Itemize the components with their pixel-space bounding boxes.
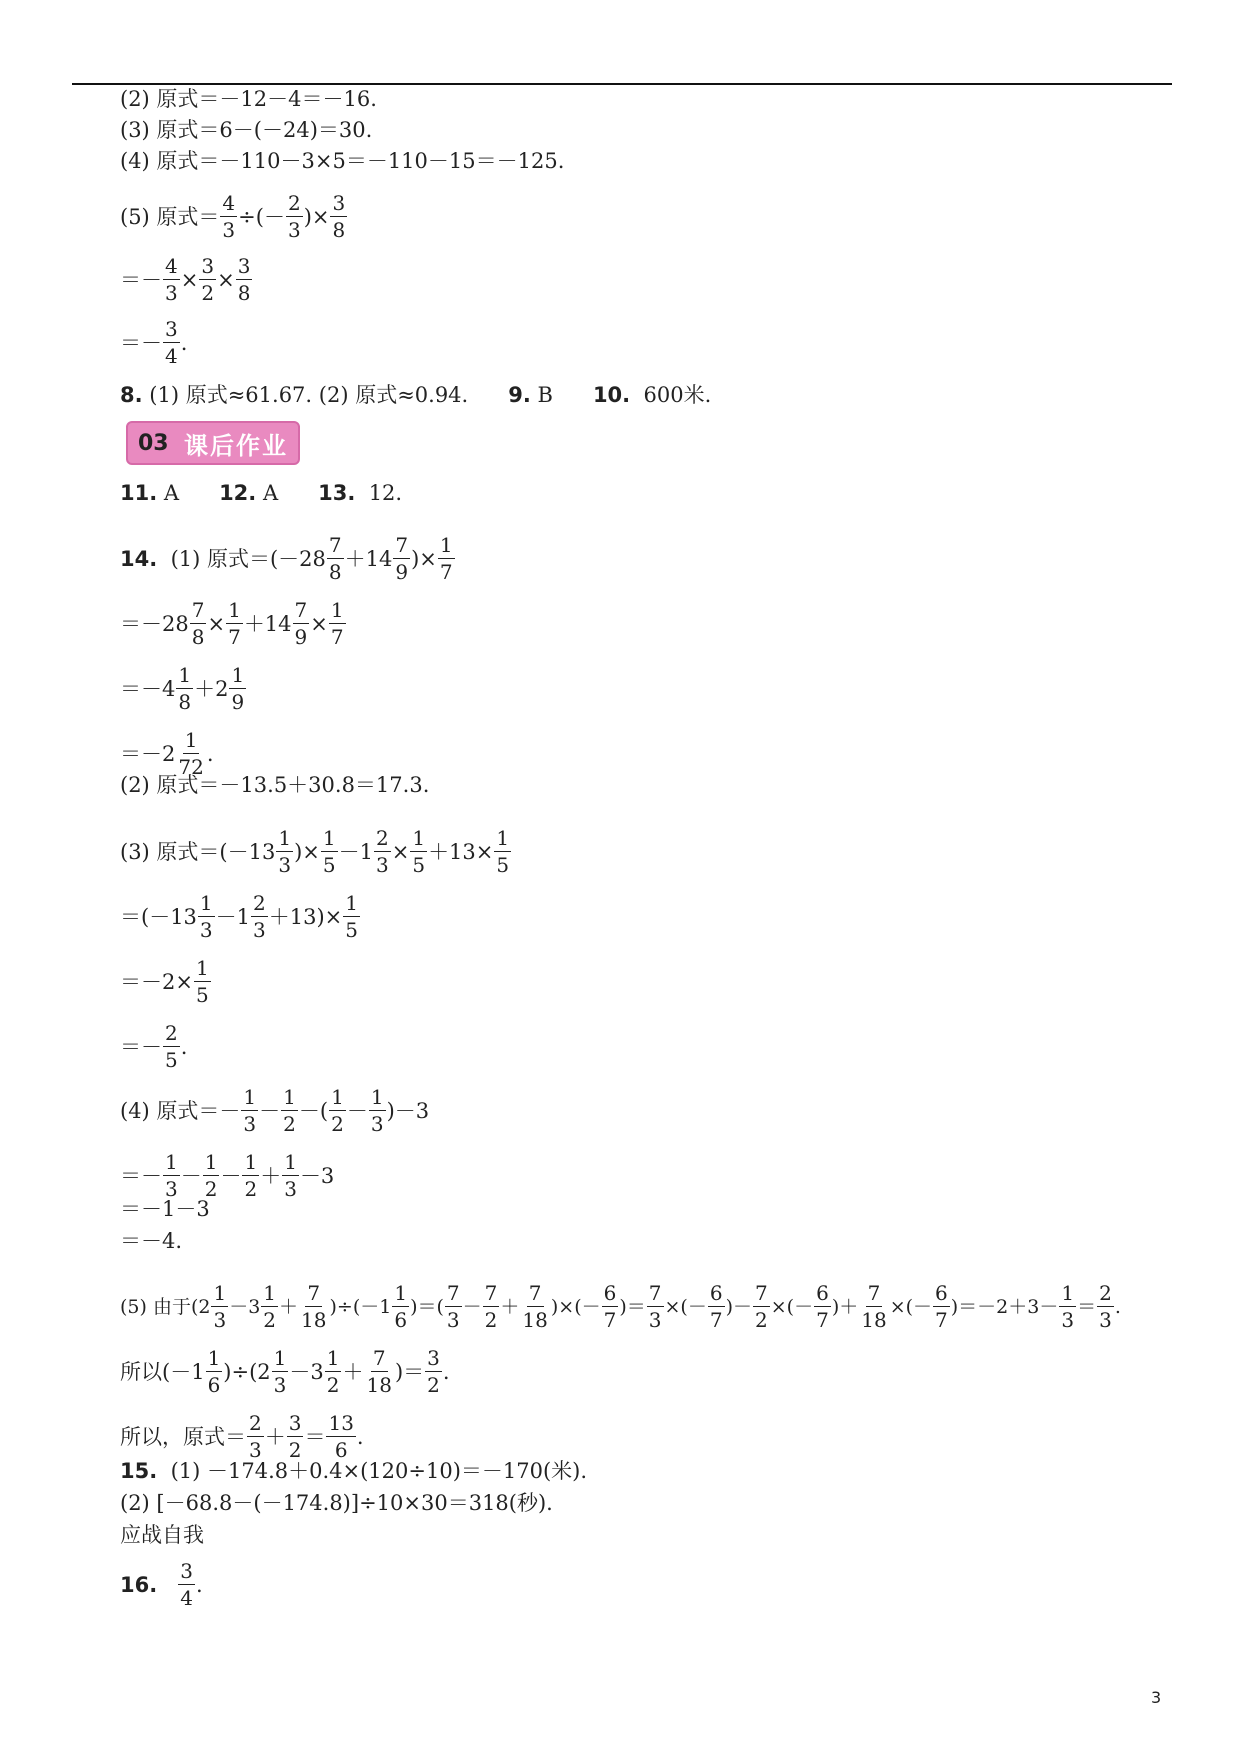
fraction: 4 3 <box>222 191 236 242</box>
section-badge <box>126 421 300 465</box>
q14-1b: ＝－28 7 8 × 1 7 ＋14 7 9 × 1 7 <box>120 598 344 649</box>
text: A <box>163 481 180 505</box>
fraction: 1 3 <box>370 1085 384 1136</box>
fraction: 1 2 <box>283 1085 296 1136</box>
fraction: 6 7 <box>816 1281 829 1332</box>
fraction: 1 2 <box>204 1150 218 1201</box>
fraction: 1 2 <box>244 1150 258 1201</box>
q14-1c: ＝－4 1 8 ＋2 1 9 <box>120 663 245 714</box>
fraction: 1 3 <box>284 1150 297 1201</box>
fraction: 4 3 <box>165 254 178 305</box>
text: 所以(－1 <box>120 1359 205 1384</box>
fraction: 1 2 <box>326 1346 340 1397</box>
line-2 <box>120 86 377 112</box>
q14-3c: ＝－2× 1 5 <box>120 956 209 1007</box>
fraction: 1 6 <box>394 1281 408 1332</box>
page-number: 3 <box>1151 1688 1162 1707</box>
q14-1d: ＝－2 1 72 . <box>120 728 214 779</box>
header-rule <box>72 83 1172 85</box>
fraction: 6 7 <box>709 1281 723 1332</box>
fraction: 7 3 <box>648 1281 662 1332</box>
text: (2) 原式＝－13.5＋30.8＝17.3. <box>120 773 430 797</box>
fraction: 1 3 <box>273 1346 287 1397</box>
fraction: 3 8 <box>237 254 251 305</box>
fraction: 1 5 <box>496 826 510 877</box>
fraction: 1 2 <box>263 1281 277 1332</box>
fraction: 1 3 <box>278 826 292 877</box>
line-4 <box>120 148 564 174</box>
q16: 16. 3 4 . <box>120 1559 203 1610</box>
text: (5) 原式＝ <box>120 204 220 229</box>
text: 12. <box>368 481 403 505</box>
line-5b: ＝－ 4 3 × 3 2 × 3 8 <box>120 254 251 305</box>
fraction: 7 18 <box>301 1281 327 1332</box>
fraction: 1 5 <box>345 891 359 942</box>
fraction: 3 4 <box>165 317 178 368</box>
fraction: 2 3 <box>287 191 301 242</box>
text: A <box>262 481 279 505</box>
q-num: 16. <box>120 1572 158 1597</box>
fraction: 1 5 <box>322 826 336 877</box>
q14-3a: (3) 原式＝(－13 1 3 )× 1 5 －1 2 3 × 1 5 ＋13× 1 5 <box>120 826 510 877</box>
fraction: 1 7 <box>330 598 344 649</box>
fraction: 1 7 <box>439 533 453 584</box>
text: (5) 由于(2 <box>120 1295 211 1318</box>
yingzhan <box>120 1522 204 1548</box>
badge-number: 03 <box>138 430 169 456</box>
text: (2) 原式＝－12－4＝－16. <box>120 87 377 111</box>
fraction: 7 2 <box>755 1281 768 1332</box>
q11-row <box>120 480 402 506</box>
text: ＝－4. <box>120 1229 183 1253</box>
fraction: 13 6 <box>328 1411 354 1462</box>
fraction: 1 6 <box>207 1346 221 1397</box>
text: (4) 原式＝－ <box>120 1098 241 1123</box>
fraction: 1 3 <box>199 891 213 942</box>
fraction: 2 3 <box>1099 1281 1112 1332</box>
fraction: 7 18 <box>522 1281 548 1332</box>
text: (1) －174.8＋0.4×(120÷10)＝－170(米). <box>170 1459 588 1483</box>
q14-3d: ＝－ 2 5 . <box>120 1021 188 1072</box>
fraction: 6 7 <box>935 1281 948 1332</box>
text: B <box>537 383 553 407</box>
fraction: 3 2 <box>201 254 215 305</box>
so-1: 所以(－1 1 6 )÷(2 1 3 －3 1 2 ＋ 7 18 )＝ 3 2 . <box>120 1346 450 1397</box>
fraction: 7 18 <box>366 1346 392 1397</box>
q-num: 9. <box>508 383 531 407</box>
fraction: 1 5 <box>412 826 426 877</box>
text: ＝－1－3 <box>120 1197 210 1221</box>
q-num: 12. <box>219 481 257 505</box>
q14-4a: (4) 原式＝－ 1 3 － 1 2 －( 1 2 － 1 3 )－3 <box>120 1085 430 1136</box>
fraction: 2 3 <box>253 891 266 942</box>
fraction: 3 2 <box>427 1346 440 1397</box>
fraction: 1 9 <box>231 663 245 714</box>
q14-5: (5) 由于(2 1 3 －3 1 2 ＋ 7 18 )÷(－1 1 6 )＝( 7 3 － 7 2 ＋ 7 18 )×(－ 6 7 )＝ 7 3 ×(－ 6 7 )－ 7 2 ×(－ 6 7 )＋ 7 18 ×(－ 6 7 )＝－2＋3－ 1 3 ＝ 2 3 . <box>120 1281 1121 1332</box>
q8-row <box>120 382 711 408</box>
line-5a: (5) 原式＝ 4 3 ÷(－ 2 3 )× 3 8 <box>120 191 346 242</box>
text: (4) 原式＝－110－3×5＝－110－15＝－125. <box>120 149 565 173</box>
fraction: 7 8 <box>191 598 205 649</box>
q-num: 10. <box>592 383 631 407</box>
text: (3) 原式＝(－13 <box>120 839 276 864</box>
fraction: 2 3 <box>375 826 389 877</box>
fraction: 1 3 <box>1061 1281 1075 1332</box>
q14-1a: 14. (1) 原式＝(－28 7 8 ＋14 7 9 )× 1 7 <box>120 533 453 584</box>
q15-1 <box>120 1458 587 1484</box>
q14-4d <box>120 1228 182 1254</box>
text: (3) 原式＝6－(－24)＝30. <box>120 118 373 142</box>
fraction: 3 4 <box>180 1559 193 1610</box>
fraction: 1 5 <box>195 956 209 1007</box>
q14-4c <box>120 1196 210 1222</box>
q15-2 <box>120 1490 553 1516</box>
fraction: 1 3 <box>165 1150 178 1201</box>
q14-2 <box>120 772 429 798</box>
fraction: 6 7 <box>603 1281 617 1332</box>
q-num: 15. <box>120 1459 158 1483</box>
fraction: 7 9 <box>395 533 409 584</box>
fraction: 2 3 <box>249 1411 262 1462</box>
fraction: 3 2 <box>288 1411 302 1462</box>
text: (2) [－68.8－(－174.8)]÷10×30＝318(秒). <box>120 1491 553 1515</box>
fraction: 1 3 <box>243 1085 257 1136</box>
fraction: 2 5 <box>165 1021 178 1072</box>
text: 600米. <box>643 383 712 407</box>
badge-title: 课后作业 <box>184 430 288 460</box>
q14-4b: ＝－ 1 3 － 1 2 － 1 2 ＋ 1 3 －3 <box>120 1150 335 1201</box>
q-num: 11. <box>120 481 158 505</box>
q-num: 14. <box>120 546 158 571</box>
text: (1) 原式≈61.67. (2) 原式≈0.94. <box>149 383 469 407</box>
q-num: 13. <box>318 481 356 505</box>
fraction: 1 2 <box>331 1085 344 1136</box>
fraction: 7 3 <box>446 1281 460 1332</box>
text: 应战自我 <box>120 1523 204 1547</box>
line-5c: ＝－ 3 4 . <box>120 317 188 368</box>
text: 所以，原式＝ <box>120 1424 246 1449</box>
fraction: 1 8 <box>178 663 192 714</box>
line-3 <box>120 117 372 143</box>
fraction: 7 9 <box>294 598 308 649</box>
fraction: 7 18 <box>861 1281 887 1332</box>
fraction: 1 3 <box>213 1281 227 1332</box>
fraction: 1 7 <box>228 598 241 649</box>
so-2: 所以，原式＝ 2 3 ＋ 3 2 ＝ 13 6 . <box>120 1411 364 1462</box>
fraction: 3 8 <box>332 191 346 242</box>
q-num: 8. <box>120 383 143 407</box>
fraction: 1 72 <box>178 728 204 779</box>
text: (1) 原式＝(－28 <box>170 546 326 571</box>
fraction: 7 8 <box>328 533 342 584</box>
fraction: 7 2 <box>484 1281 498 1332</box>
q14-3b: ＝(－13 1 3 －1 2 3 ＋13)× 1 5 <box>120 891 359 942</box>
